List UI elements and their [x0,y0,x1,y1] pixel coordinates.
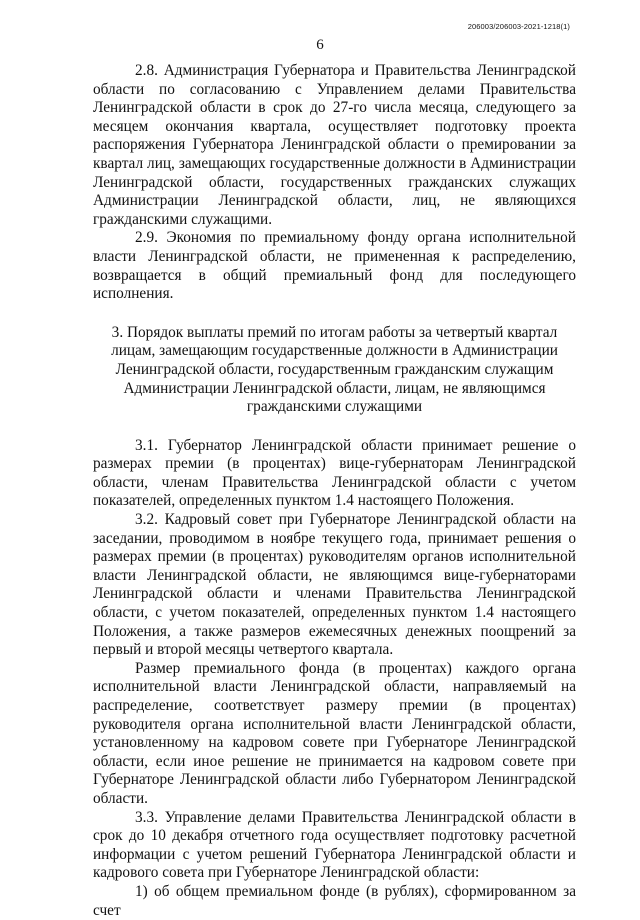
section-3-heading [93,324,576,417]
paragraph-premium-fund: Размер премиального фонда (в процентах) каждого органа исполнительной власти Ленинградской области, направляемый на распределение, соответствует размеру премии (в процентах) руководителя органа исполнительной власти Ленинградской области, установленному на кадровом совете при Губернаторе Ленинградской области, если иное решение не принимается на кадровом совете при Губернаторе Ленинградской области либо Губернатором Ленинградской области. [93,659,576,807]
heading-line: 3. Порядок выплаты премий по итогам работы за четвертый квартал [111,323,558,341]
paragraph-3-1: 3.1. Губернатор Ленинградской области принимает решение о размерах премии (в процентах) вице-губернаторам Ленинградской области, членам Правительства Ленинградской области с учетом показателей, определенных пунктом 1.4 настоящего Положения. [93,436,576,510]
paragraph-3-3: 3.3. Управление делами Правительства Ленинградской области в срок до 10 декабря отчетного года осуществляет подготовку расчетной информации с учетом решений Губернатора Ленинградской области и кадрового совета при Губернаторе Ленинградской области: [93,808,576,882]
heading-line: лицам, замещающим государственные должности в Администрации [111,342,558,360]
heading-line: Ленинградской области, государственным гражданским служащим [115,360,554,378]
document-id: 206003/206003-2021-1218(1) [467,22,570,31]
paragraph-3-2: 3.2. Кадровый совет при Губернаторе Ленинградской области на заседании, проводимом в ноябре текущего года, принимает решения о размерах премии (в процентах) руководителям органов исполнительной власти Ленинградской области, не являющимся вице-губернаторами Ленинградской области и членами Правительства Ленинградской области, с учетом показателей, определенных пунктом 1.4 настоящего Положения, а также размеров ежемесячных денежных поощрений за первый и второй месяцы четвертого квартала. [93,511,576,659]
paragraph-2-8: 2.8. Администрация Губернатора и Правительства Ленинградской области по согласованию с Управлением делами Правительства Ленинградской области в срок до 27-го числа месяца, следующего за месяцем окончания квартала, осуществляет подготовку проекта распоряжения Губернатора Ленинградской области о премировании за квартал лиц, замещающих государственные должности в Администрации Ленинградской области, государственных гражданских служащих Администрации Ленинградской области, лиц, не являющихся гражданскими служащими. [93,62,576,228]
list-item-1: 1) об общем премиальном фонде (в рублях), сформированном за счет [93,882,576,919]
page-number: 6 [316,37,324,53]
spacer [93,304,576,324]
paragraph-2-9: 2.9. Экономия по премиальному фонду органа исполнительной власти Ленинградской области, не примененная к распределению, возвращается в общий премиальный фонд для последующего исполнения. [93,229,576,303]
heading-line: Администрации Ленинградской области, лицам, не являющимся [123,379,546,397]
document-body [93,62,576,920]
spacer [93,417,576,437]
heading-line: гражданскими служащими [246,398,423,416]
